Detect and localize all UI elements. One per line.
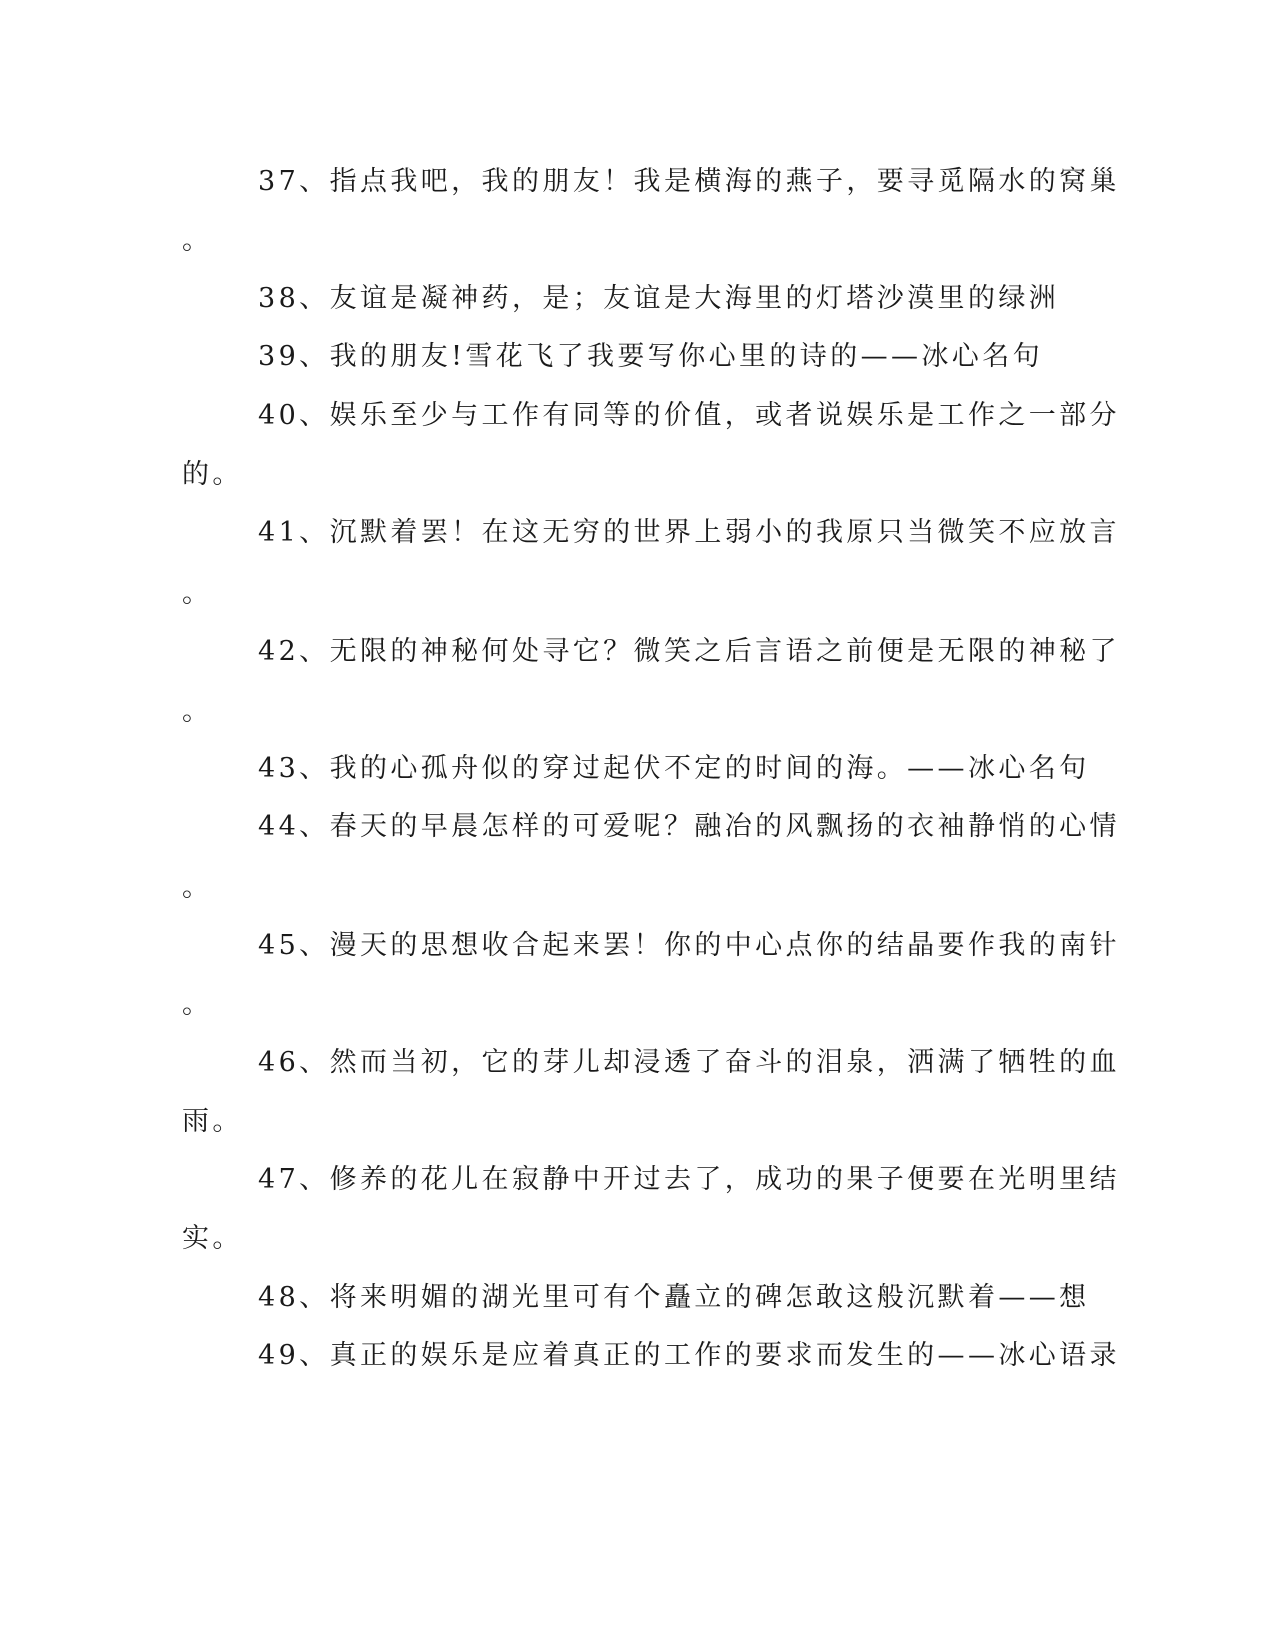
quote-40: 40、娱乐至少与工作有同等的价值，或者说娱乐是工作之一部分 <box>258 400 1120 431</box>
quote-44-continuation: 。 <box>182 872 213 903</box>
quote-39: 39、我的朋友!雪花飞了我要写你心里的诗的——冰心名句 <box>258 341 1044 372</box>
quote-38: 38、友谊是凝神药，是；友谊是大海里的灯塔沙漠里的绿洲 <box>258 283 1060 314</box>
quote-42-continuation: 。 <box>182 696 213 727</box>
quote-43: 43、我的心孤舟似的穿过起伏不定的时间的海。——冰心名句 <box>258 753 1090 784</box>
quote-48: 48、将来明媚的湖光里可有个矗立的碑怎敢这般沉默着——想 <box>258 1282 1090 1313</box>
quote-40-continuation: 的。 <box>182 459 243 490</box>
quote-41-continuation: 。 <box>182 578 213 609</box>
quote-46: 46、然而当初，它的芽儿却浸透了奋斗的泪泉，洒满了牺牲的血 <box>258 1047 1120 1078</box>
quote-44: 44、春天的早晨怎样的可爱呢？融冶的风飘扬的衣袖静悄的心情 <box>258 811 1120 842</box>
quote-41: 41、沉默着罢！在这无穷的世界上弱小的我原只当微笑不应放言 <box>258 517 1120 548</box>
quote-37: 37、指点我吧，我的朋友！我是横海的燕子，要寻觅隔水的窝巢 <box>258 166 1120 197</box>
quote-45-continuation: 。 <box>182 989 213 1020</box>
quote-37-continuation: 。 <box>182 225 213 256</box>
quote-46-continuation: 雨。 <box>182 1106 243 1137</box>
quote-42: 42、无限的神秘何处寻它？微笑之后言语之前便是无限的神秘了 <box>258 636 1120 667</box>
quote-49: 49、真正的娱乐是应着真正的工作的要求而发生的——冰心语录 <box>258 1340 1120 1371</box>
quote-45: 45、漫天的思想收合起来罢！你的中心点你的结晶要作我的南针 <box>258 930 1120 961</box>
quote-47-continuation: 实。 <box>182 1223 243 1254</box>
quote-47: 47、修养的花儿在寂静中开过去了，成功的果子便要在光明里结 <box>258 1164 1120 1195</box>
